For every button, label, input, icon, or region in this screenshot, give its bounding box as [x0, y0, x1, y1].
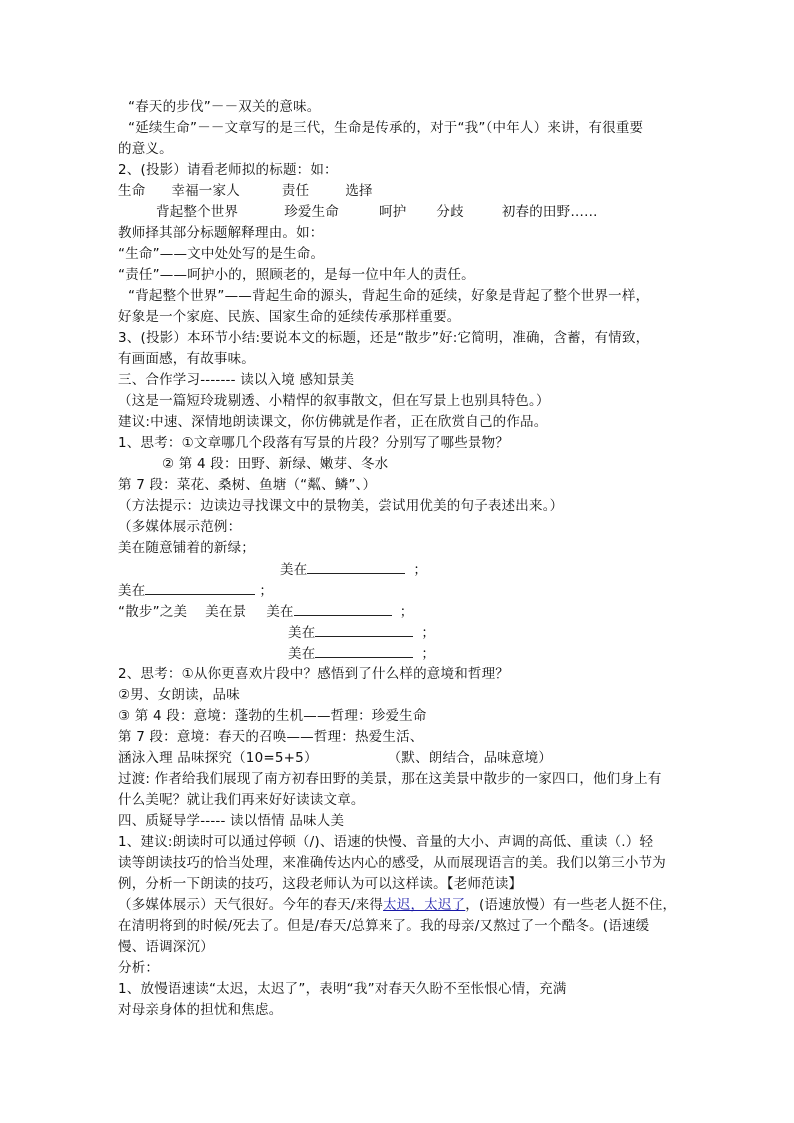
text-line: 在清明将到的时候/死去了。但是/春天/总算来了。我的母亲/又熬过了一个酷冬。(语速缓 — [118, 918, 650, 934]
text-line: 慢、语调深沉） — [118, 939, 214, 955]
title-option: 责任 — [281, 183, 310, 199]
fill-blank-line: 美在 ； — [288, 622, 435, 643]
title-options-row-1 — [118, 181, 373, 201]
text-line: 什么美呢？就让我们再来好好读读文章。 — [118, 792, 365, 808]
text-line: “春天的步伐”－－双关的意味。 — [128, 99, 321, 115]
title-option: 珍爱生命 — [284, 204, 340, 220]
fill-blank-line: 美在 ； — [288, 643, 435, 664]
text-line: （多媒体展示范例： — [118, 519, 242, 535]
text-line: “责任”——呵护小的，照顾老的，是每一位中年人的责任。 — [118, 267, 475, 283]
blank — [145, 580, 255, 595]
title-option: 初春的田野…… — [501, 204, 598, 220]
title-option: 生命 — [118, 183, 146, 199]
fill-blank-line: 美在 ； — [280, 559, 427, 580]
text-line: 1、思考：①文章哪几个段落有写景的片段？分别写了哪些景物？ — [118, 435, 509, 451]
text-line: 涵泳入理 品味探究（10=5+5） （默、朗结合，品味意境） — [118, 750, 553, 766]
title-options-row-2 — [156, 202, 598, 222]
blank — [315, 643, 413, 658]
fill-blank-line: 美在 ； — [118, 580, 273, 601]
text-line: 1、建议:朗读时可以通过停顿（/)、语速的快慢、音量的大小、声调的高低、重读（.）轻 — [118, 834, 654, 850]
text-line: “延续生命”－－文章写的是三代，生命是传承的，对于“我”（中年人）来讲，有很重要 — [128, 120, 644, 136]
text-line: 例，分析一下朗读的技巧，这段老师认为可以这样读。【老师范读】 — [118, 876, 523, 892]
text-line: （这是一篇短玲珑剔透、小精悍的叙事散文，但在写景上也别具特色。） — [118, 393, 550, 409]
text-line: 2、思考：①从你更喜欢片段中？感悟到了什么样的意境和哲理？ — [118, 666, 509, 682]
text-line: 好象是一个家庭、民族、国家生命的延续传承那样重要。 — [118, 309, 461, 325]
text-line: （多媒体展示）天气很好。今年的春天/来得太迟，太迟了，(语速放慢）有一些老人挺不住， — [118, 897, 677, 913]
title-option: 分歧 — [436, 204, 464, 220]
title-option: 选择 — [345, 183, 373, 199]
text-line: 读等朗读技巧的恰当处理，来准确传达内心的感受，从而展现语言的美。我们以第三小节为 — [118, 855, 666, 871]
text-line: 第 7 段：菜花、桑树、鱼塘（“粼、鳞”、） — [118, 477, 377, 493]
text-line: ② 第 4 段：田野、新绿、嫩芽、冬水 — [162, 456, 389, 472]
text-line: 分析： — [118, 960, 160, 976]
text-line: ②男、女朗读，品味 — [118, 687, 240, 703]
text-line: ③ 第 4 段：意境：蓬勃的生机——哲理：珍爱生命 — [118, 708, 427, 724]
blank — [315, 622, 413, 637]
text-line: 教师择其部分标题解释理由。如： — [118, 225, 324, 241]
title-option: 幸福一家人 — [171, 183, 240, 199]
text-line: 2、(投影）请看老师拟的标题：如： — [118, 162, 338, 178]
title-option: 背起整个世界 — [156, 204, 239, 220]
section-heading: 三、合作学习------- 读以入境 感知景美 — [118, 372, 355, 388]
text-line: 过渡: 作者给我们展现了南方初春田野的美景，那在这美景中散步的一家四口，他们身上有 — [118, 771, 662, 787]
text-line: （方法提示：边读边寻找课文中的景物美，尝试用优美的句子表述出来。） — [118, 498, 564, 514]
blank — [307, 559, 405, 574]
text-line: 美在随意铺着的新绿； — [118, 540, 255, 556]
blank — [294, 601, 392, 616]
section-heading: 四、质疑导学----- 读以悟情 品味人美 — [118, 813, 345, 829]
title-option: 呵护 — [379, 204, 407, 220]
underlined-phrase: 太迟，太迟了 — [383, 897, 466, 913]
fill-blank-line: “散步”之美 美在景 美在 ； — [118, 601, 413, 622]
text-line: 1、放慢语速读“太迟，太迟了”，表明“我”对春天久盼不至怅恨心情，充满 — [118, 981, 567, 997]
text-line: 3、(投影）本环节小结:要说本文的标题，还是“散步”好:它简明，准确，含蓄，有情致， — [118, 330, 650, 346]
text-line: 有画面感，有故事味。 — [118, 351, 255, 367]
text-line: “背起整个世界”——背起生命的源头，背起生命的延续，好象是背起了整个世界一样， — [128, 288, 650, 304]
text-line: 建议:中速、深情地朗读课文，你仿佛就是作者，正在欣赏自己的作品。 — [118, 414, 548, 430]
text-line: “生命”——文中处处写的是生命。 — [118, 246, 325, 262]
text-line: 对母亲身体的担忧和焦虑。 — [118, 1002, 283, 1018]
text-line: 第 7 段：意境：春天的召唤——哲理：热爱生活、 — [118, 729, 424, 745]
text-line: 的意义。 — [118, 141, 173, 157]
